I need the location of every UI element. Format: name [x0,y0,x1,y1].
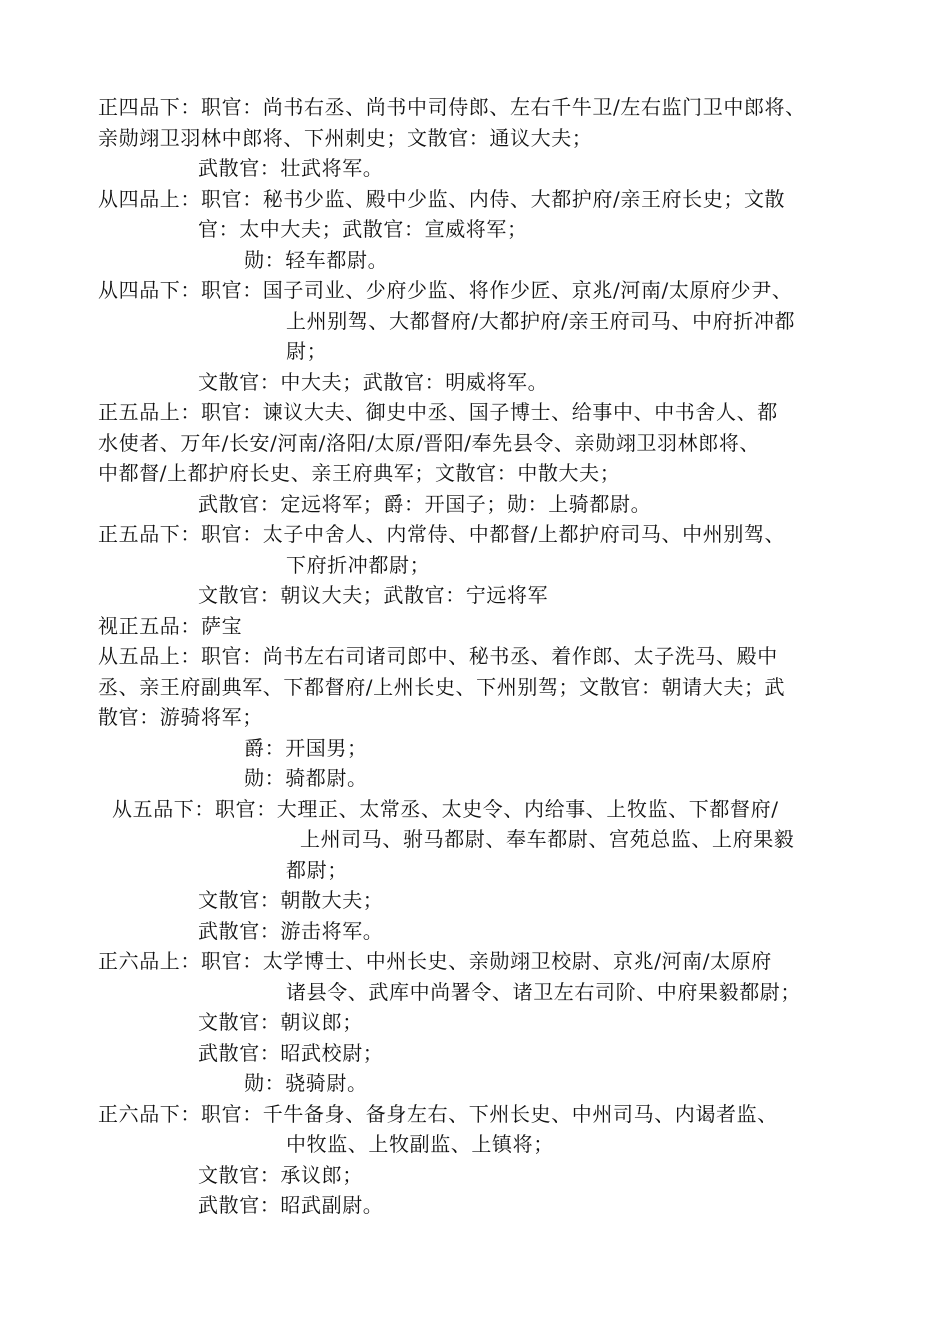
text-line: 勋：骑都尉。 [244,766,368,790]
text-line: 中牧监、上牧副监、上镇将； [286,1132,554,1156]
text-line: 文散官：朝议大夫；武散官：宁远将军 [198,583,549,607]
text-line: 中都督/上都护府长史、亲王府典军；文散官：中散大夫； [98,461,621,485]
text-line: 散官：游骑将军； [98,705,263,729]
text-line: 文散官：承议郎； [198,1163,363,1187]
text-line: 亲勋翊卫羽林中郎将、下州刺史；文散官：通议大夫； [98,126,593,150]
text-line: 文散官：中大夫；武散官：明威将军。 [198,370,549,394]
text-line: 从四品上：职官：秘书少监、殿中少监、内侍、大都护府/亲王府长史；文散 [98,187,786,211]
text-line: 武散官：定远将军；爵：开国子；勋：上骑都尉。 [198,492,652,516]
text-line: 文散官：朝议郎； [198,1010,363,1034]
text-line: 爵：开国男； [244,736,368,760]
text-line: 勋：骁骑尉。 [244,1071,368,1095]
text-line: 正五品下：职官：太子中舍人、内常侍、中都督/上都护府司马、中州别驾、 [98,522,786,546]
text-line: 上州司马、驸马都尉、奉车都尉、宫苑总监、上府果毅 [300,827,795,851]
text-line: 下府折冲都尉； [286,553,431,577]
text-line: 尉； [286,339,328,363]
text-line: 武散官：壮武将军。 [198,156,384,180]
text-line: 诸县令、武库中尚署令、诸卫左右司阶、中府果毅都尉； [286,980,801,1004]
text-line: 丞、亲王府副典军、下都督府/上州长史、下州别驾；文散官：朝请大夫；武 [98,675,786,699]
text-line: 文散官：朝散大夫； [198,888,384,912]
text-line: 武散官：昭武校尉； [198,1041,384,1065]
text-line: 武散官：昭武副尉。 [198,1193,384,1217]
text-line: 勋：轻车都尉。 [244,248,389,272]
text-line: 正五品上：职官：谏议大夫、御史中丞、国子博士、给事中、中书舍人、都 [98,400,778,424]
text-line: 视正五品：萨宝 [98,614,243,638]
text-line: 正六品上：职官：太学博士、中州长史、亲勋翊卫校尉、京兆/河南/太原府 [98,949,772,973]
text-line: 官：太中大夫；武散官：宣威将军； [198,217,528,241]
text-line: 从五品下：职官：大理正、太常丞、太史令、内给事、上牧监、下都督府/ [112,797,779,821]
text-line: 水使者、万年/长安/河南/洛阳/太原/晋阳/奉先县令、亲勋翊卫羽林郎将、 [98,431,761,455]
text-line: 上州别驾、大都督府/大都护府/亲王府司马、中府折冲都 [286,309,796,333]
text-line: 从四品下：职官：国子司业、少府少监、将作少匠、京兆/河南/太原府少尹、 [98,278,793,302]
text-line: 武散官：游击将军。 [198,919,384,943]
text-line: 正六品下：职官：千牛备身、备身左右、下州长史、中州司马、内谒者监、 [98,1102,778,1126]
text-line: 正四品下：职官：尚书右丞、尚书中司侍郎、左右千牛卫/左右监门卫中郎将、 [98,95,806,119]
text-line: 都尉； [286,858,348,882]
text-line: 从五品上：职官：尚书左右司诸司郎中、秘书丞、着作郎、太子洗马、殿中 [98,644,778,668]
